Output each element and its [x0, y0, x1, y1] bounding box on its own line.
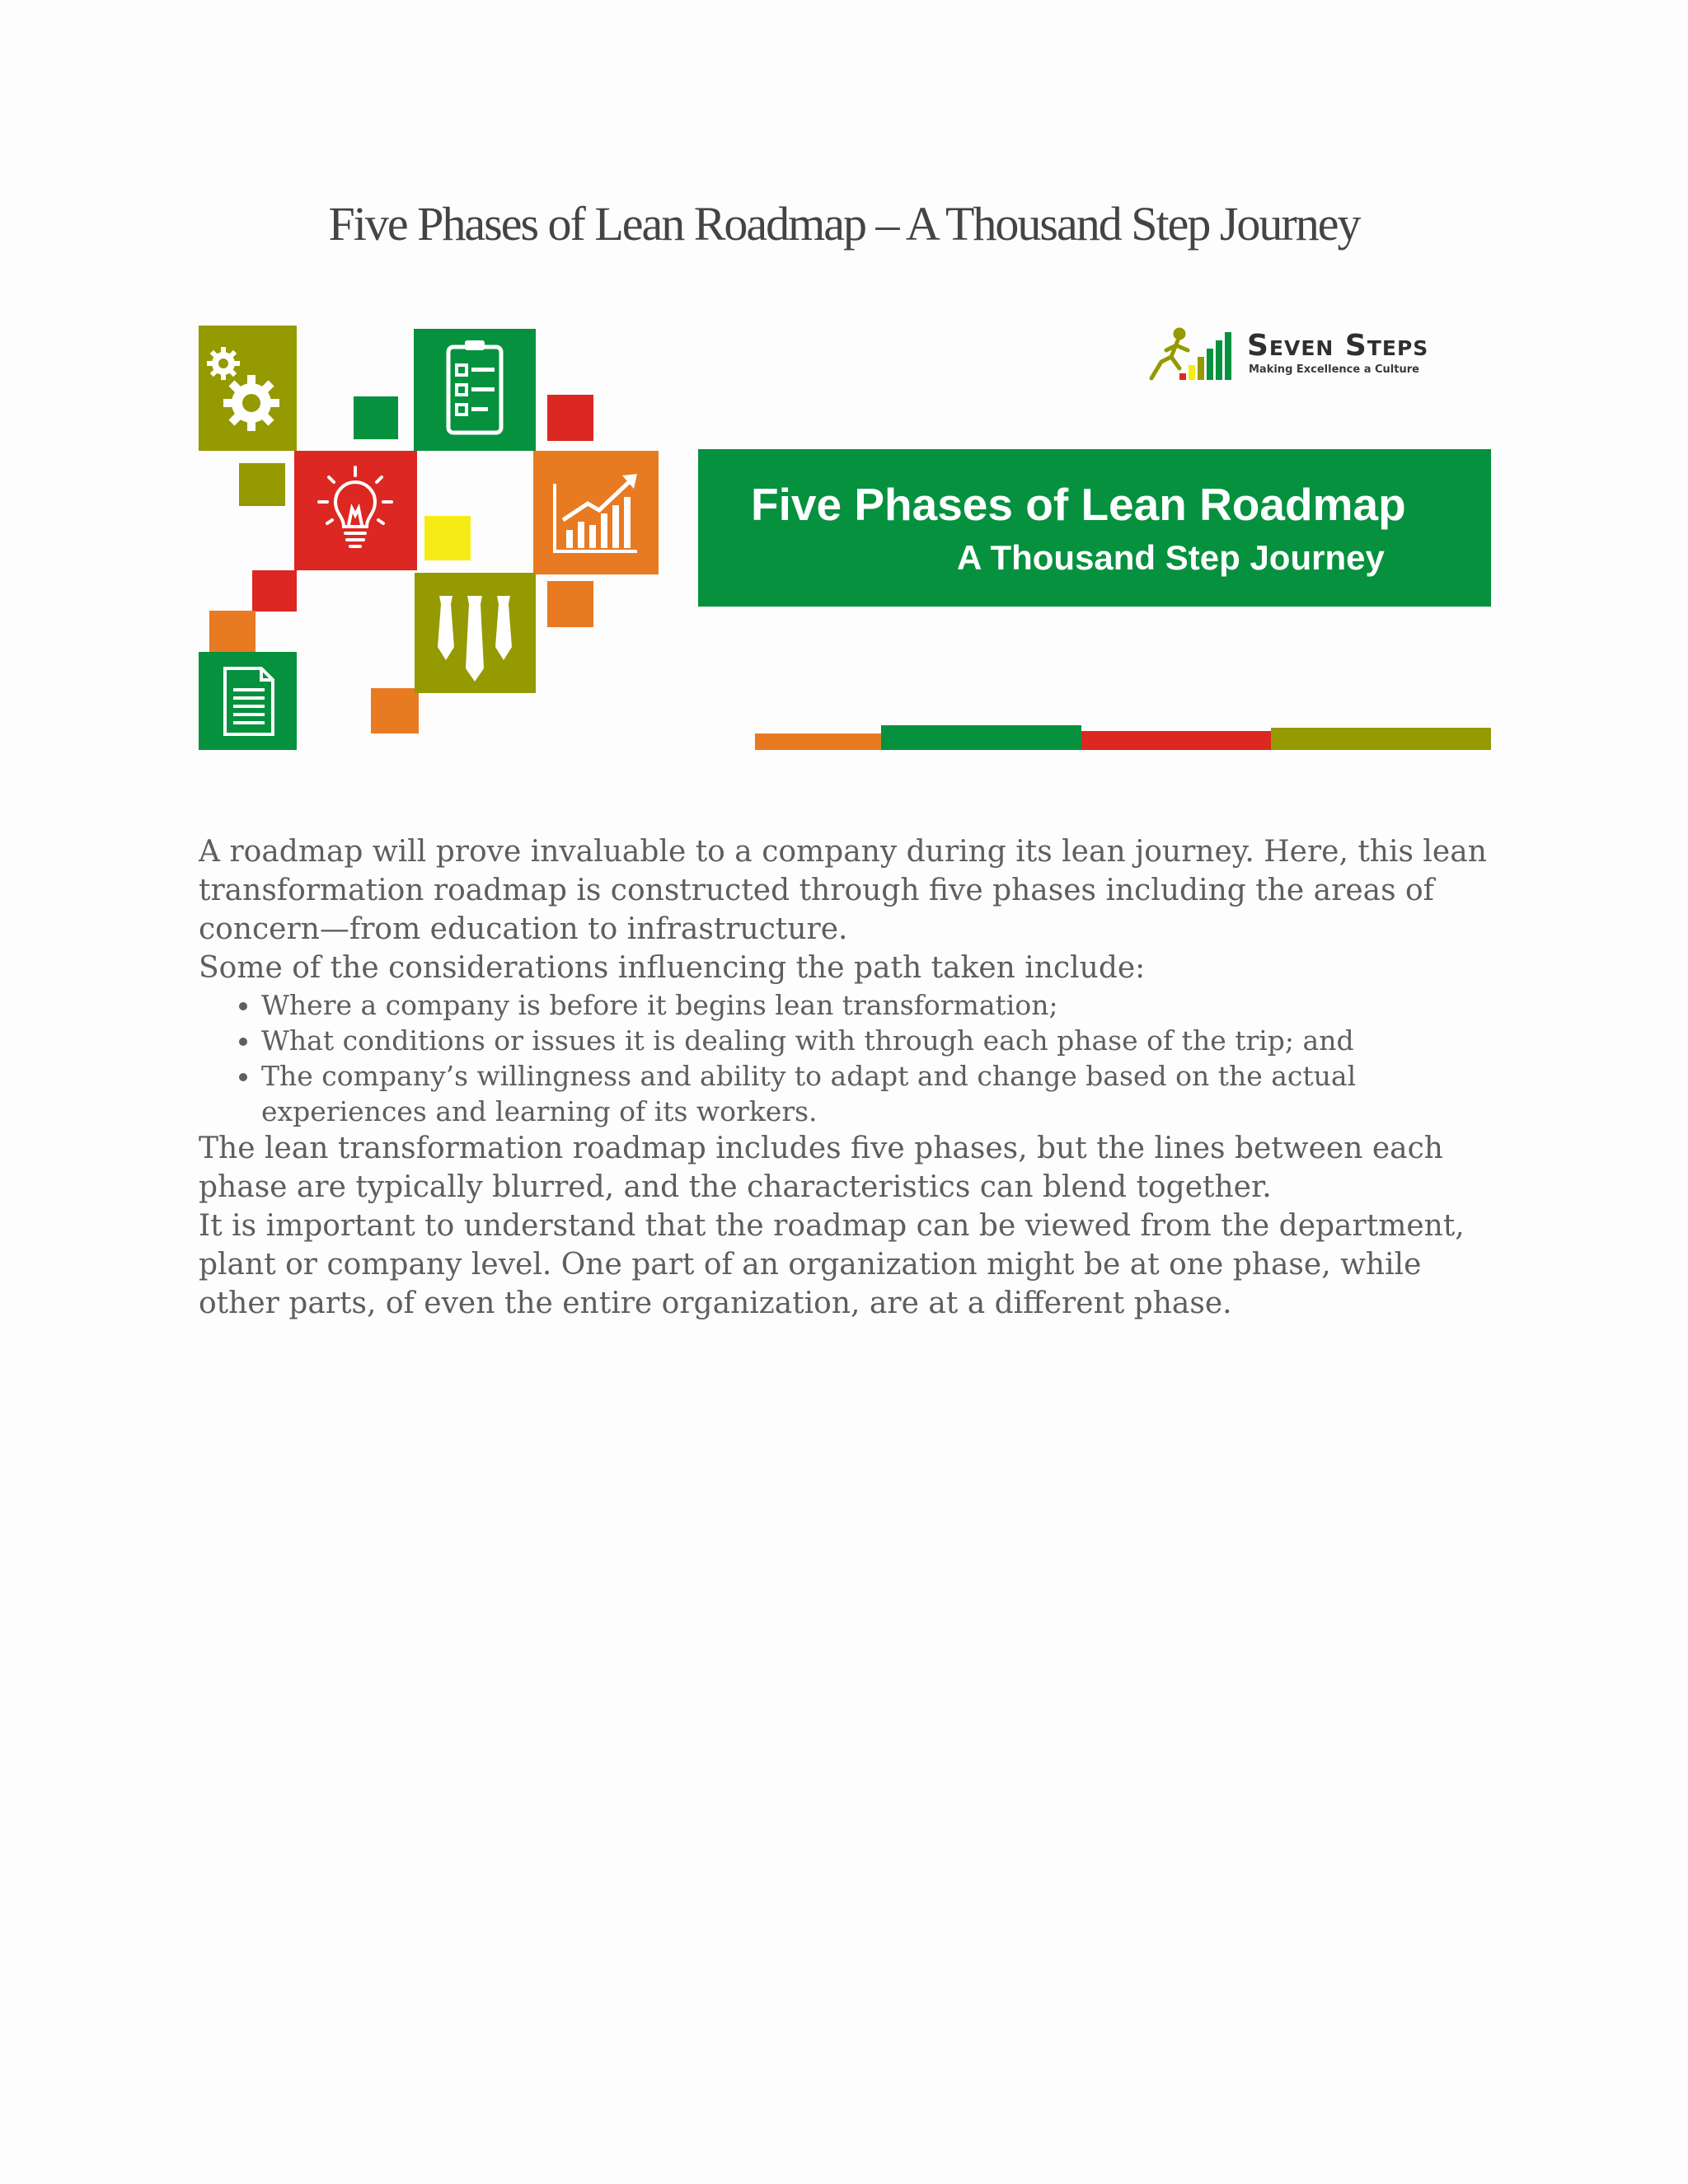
article-body	[199, 832, 1501, 1323]
ties-icon	[415, 573, 536, 693]
runner-stairs-icon	[1146, 326, 1241, 383]
square-olive	[239, 463, 285, 506]
stripe-olive	[1271, 728, 1491, 750]
lightbulb-tile	[294, 451, 417, 570]
logo-name: Seven Steps	[1247, 329, 1429, 363]
square-green	[354, 396, 398, 439]
square-yellow	[424, 516, 471, 560]
considerations-list	[199, 987, 1501, 1129]
growth-chart-icon	[533, 451, 659, 574]
stripe-green	[881, 725, 1081, 750]
stripe-orange	[755, 733, 881, 750]
seven-steps-logo	[1146, 326, 1476, 383]
document-icon	[199, 652, 297, 750]
banner-image	[199, 326, 1491, 754]
ties-tile	[415, 573, 536, 693]
banner-title: Five Phases of Lean Roadmap	[751, 479, 1406, 530]
square-orange	[547, 581, 593, 627]
square-orange	[209, 611, 256, 652]
lightbulb-icon	[294, 451, 417, 570]
square-orange	[371, 688, 419, 733]
considerations-lead: Some of the considerations influencing the path taken include:	[199, 951, 1146, 985]
page-title: Five Phases of Lean Roadmap – A Thousand Step Journey	[328, 197, 1360, 251]
levels-paragraph: It is important to understand that the roadmap can be viewed from the department, plant or company level. One part of an organization might be at one phase, while other parts, of even the entire organization, are at a different phase.	[199, 1209, 1465, 1320]
growth-chart-tile	[533, 451, 659, 574]
checklist-icon	[414, 329, 536, 451]
checklist-tile	[414, 329, 536, 451]
square-red	[252, 570, 297, 612]
list-item: • What conditions or issues it is dealing with through each phase of the trip; and	[261, 1023, 1501, 1058]
banner-subtitle: A Thousand Step Journey	[957, 538, 1385, 577]
phases-paragraph: The lean transformation roadmap includes five phases, but the lines between each phase are typically blurred, and the characteristics can blend together.	[199, 1132, 1443, 1204]
logo-tagline: Making Excellence a Culture	[1249, 363, 1419, 376]
gears-icon	[199, 326, 297, 451]
list-item: • Where a company is before it begins lean transformation;	[261, 987, 1501, 1023]
banner-title-box	[698, 449, 1491, 607]
document-tile	[199, 652, 297, 750]
square-red	[547, 395, 593, 441]
stripe-red	[1081, 731, 1271, 750]
gears-tile	[199, 326, 297, 451]
list-item: • The company’s willingness and ability to adapt and change based on the actual experiences and learning of its workers.	[261, 1058, 1501, 1129]
intro-paragraph: A roadmap will prove invaluable to a company during its lean journey. Here, this lean transformation roadmap is constructed through five phases including the areas of concern—from education to infrastructure.	[199, 835, 1487, 946]
